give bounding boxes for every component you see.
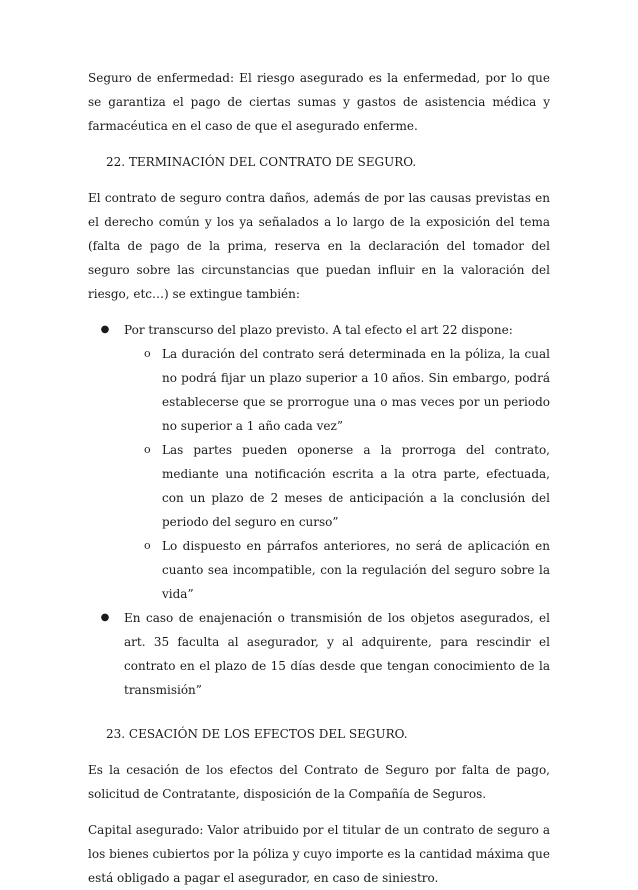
document-page — [88, 66, 550, 890]
bullet-text: Por transcurso del plazo previsto. A tal efecto el art 22 dispone: — [124, 323, 513, 337]
hollow-bullet-icon: o — [144, 347, 151, 360]
section-23-heading: 23. CESACIÓN DE LOS EFECTOS DEL SEGURO. — [106, 727, 408, 741]
section-23-paragraph: Es la cesación de los efectos del Contrato de Seguro por falta de pago, solicitud de Contratante, disposición de la Compañía de Seguros. — [88, 763, 550, 801]
sub-item-text: Las partes pueden oponerse a la prorroga del contrato, mediante una notificación escrita a la otra parte, efectuada, con un plazo de 2 meses de anticipación a la conclusión del periodo del seguro en curso” — [162, 443, 550, 529]
sub-list — [124, 342, 550, 606]
bullet-icon: ● — [100, 612, 110, 623]
bullet-icon: ● — [100, 324, 110, 335]
hollow-bullet-icon: o — [144, 539, 151, 552]
bullet-text: En caso de enajenación o transmisión de los objetos asegurados, el art. 35 faculta al asegurador, y al adquirente, para rescindir el contrato en el plazo de 15 días desde que tengan conocimiento de la transmisión” — [124, 611, 550, 697]
sub-item — [124, 438, 550, 534]
section-22-heading: 22. TERMINACIÓN DEL CONTRATO DE SEGURO. — [106, 155, 417, 169]
capital-asegurado-paragraph: Capital asegurado: Valor atribuido por el titular de un contrato de seguro a los bienes cubiertos por la póliza y cuyo importe es la cantidad máxima que está obligado a pagar el asegurador, en caso de siniestro. — [88, 823, 550, 885]
bullet-item — [88, 318, 550, 606]
intro-paragraph: Seguro de enfermedad: El riesgo asegurado es la enfermedad, por lo que se garantiza el pago de ciertas sumas y gastos de asistencia médica y farmacéutica en el caso de que el asegurado enferme. — [88, 71, 550, 133]
section-22-paragraph: El contrato de seguro contra daños, además de por las causas previstas en el derecho común y los ya señalados a lo largo de la exposición del tema (falta de pago de la prima, reserva en la declaración del tomador del seguro sobre las circunstancias que puedan influir en la valoración del riesgo, etc…) se extingue también: — [88, 191, 550, 301]
sub-item — [124, 342, 550, 438]
bullet-item — [88, 606, 550, 702]
sub-item-text: La duración del contrato será determinada en la póliza, la cual no podrá fijar un plazo superior a 10 años. Sin embargo, podrá establecerse que se prorrogue una o mas veces por un periodo no superior a 1 año cada vez” — [162, 347, 550, 433]
sub-item-text: Lo dispuesto en párrafos anteriores, no será de aplicación en cuanto sea incompatible, con la regulación del seguro sobre la vida” — [162, 539, 550, 601]
sub-item — [124, 534, 550, 606]
bullet-list — [88, 318, 550, 702]
hollow-bullet-icon: o — [144, 443, 151, 456]
